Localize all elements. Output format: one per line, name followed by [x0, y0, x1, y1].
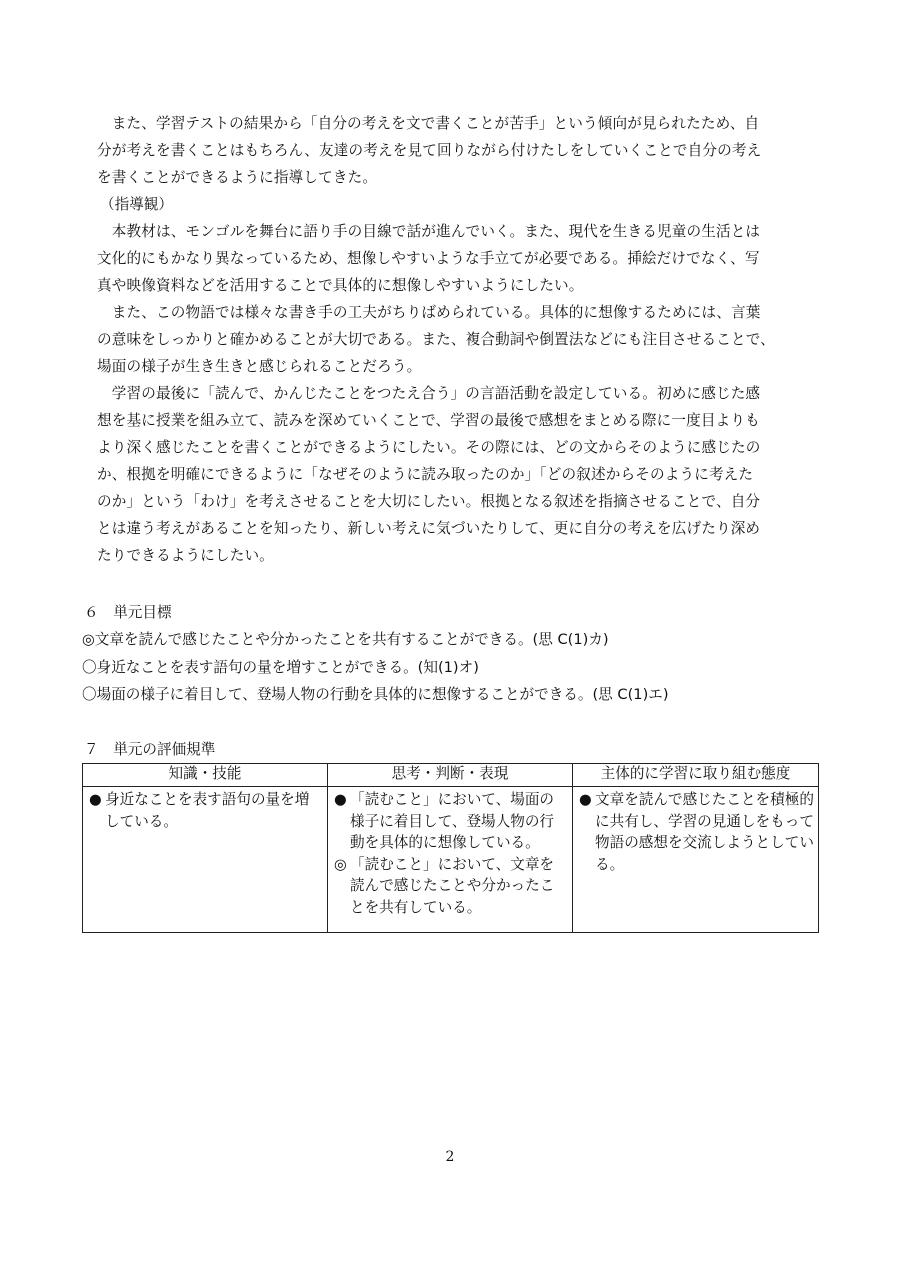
bullet-mark: ● [334, 791, 347, 808]
guidance-line: 真や映像資料などを活用することで具体的に想像しやすいようにしたい。 [97, 277, 584, 294]
cell-attitude [573, 787, 819, 933]
page-number: 2 [445, 1149, 455, 1165]
guidance-line: たりできるようにしたい。 [97, 547, 274, 564]
bullet-mark: ● [579, 791, 592, 808]
bullet-mark: ● [89, 791, 102, 808]
guidance-paragraph-1 [97, 218, 825, 299]
header-knowledge-skills: 知識・技能 [83, 764, 328, 787]
intro-line: を書くことができるように指導してきた。 [97, 169, 378, 186]
criterion-item [334, 854, 568, 919]
guidance-line: 想を基に授業を組み立て、読みを深めていくことで、学習の最後で感想をまとめる際に一度目よりも [97, 412, 760, 429]
guidance-line: の意味をしっかりと確かめることが大切である。また、複合動詞や倒置法などにも注目させることで、 [97, 331, 775, 348]
intro-paragraph [97, 110, 825, 191]
guidance-heading: （指導観） [100, 196, 173, 213]
header-attitude: 主体的に学習に取り組む態度 [573, 764, 819, 787]
guidance-line: か、根拠を明確にできるように「なぜそのように読み取ったのか」「どの叙述からそのように考えた [97, 466, 754, 483]
double-circle-mark: ◎ [334, 855, 347, 873]
table-header-row [83, 764, 819, 787]
criterion-item [579, 789, 814, 875]
criterion-text: 「読むこと」において、場面の様子に着目して、登場人物の行動を具体的に想像している。 [350, 791, 555, 851]
intro-line: また、学習テストの結果から「自分の考えを文で書くことが苦手」という傾向が見られたため、自 [97, 115, 760, 132]
header-thinking-judgment-expression: 思考・判断・表現 [328, 764, 573, 787]
unit-goals-title: ６ 単元目標 [84, 604, 172, 621]
unit-goal-item: ◎文章を読んで感じたことや分かったことを共有することができる。(思 C(1)カ) [82, 631, 609, 648]
evaluation-criteria-table [82, 763, 819, 933]
unit-goal-item: 〇場面の様子に着目して、登場人物の行動を具体的に想像することができる。(思 C(1)エ) [82, 686, 669, 703]
evaluation-criteria-title: ７ 単元の評価規準 [84, 741, 216, 758]
unit-goal-item: 〇身近なことを表す語句の量を増すことができる。(知(1)オ) [82, 659, 479, 676]
guidance-line: 学習の最後に「読んで、かんじたことをつたえ合う」の言語活動を設定している。初めに感じた感 [97, 385, 761, 402]
guidance-paragraph-3 [97, 380, 825, 569]
guidance-line: 本教材は、モンゴルを舞台に語り手の目線で話が進んでいく。また、現代を生きる児童の生活とは [97, 223, 761, 240]
intro-line: 分が考えを書くことはもちろん、友達の考えを見て回りながら付けたしをしていくことで自分の考え [97, 142, 762, 159]
guidance-line: 場面の様子が生き生きと感じられることだろう。 [97, 358, 422, 375]
guidance-line: 文化的にもかなり異なっているため、想像しやすいような手立てが必要である。挿絵だけでなく、写 [97, 250, 760, 267]
criterion-text: 「読むこと」において、文章を読んで感じたことや分かったことを共有している。 [350, 855, 555, 916]
cell-thinking-judgment-expression [328, 787, 573, 933]
guidance-line: とは違う考えがあることを知ったり、新しい考えに気づいたりして、更に自分の考えを広げたり深め [97, 520, 761, 537]
criterion-text: 身近なことを表す語句の量を増している。 [105, 791, 310, 830]
cell-knowledge-skills [83, 787, 328, 933]
guidance-line: のか」という「わけ」を考えさせることを大切にしたい。根拠となる叙述を指摘させることで、自分 [97, 493, 761, 510]
guidance-paragraph-2 [97, 299, 825, 380]
criterion-item [89, 789, 323, 832]
criterion-item [334, 789, 568, 854]
table-row [83, 787, 819, 933]
guidance-line: より深く感じたことを書くことができるようにしたい。その際には、どの文からそのように感じたの [97, 439, 761, 456]
criterion-text: 文章を読んで感じたことを積極的に共有し、学習の見通しをもって物語の感想を交流しようとしている。 [595, 791, 814, 873]
guidance-line: また、この物語では様々な書き手の工夫がちりばめられている。具体的に想像するためには、言葉 [97, 304, 761, 321]
